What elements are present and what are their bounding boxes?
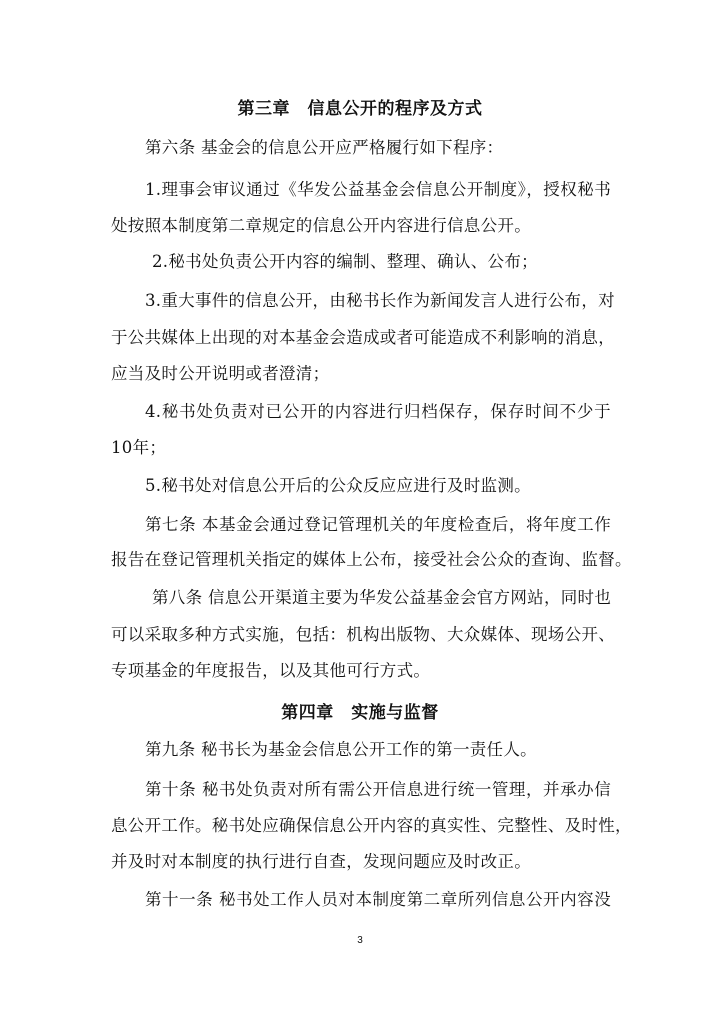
text-line: 专项基金的年度报告，以及其他可行方式。 bbox=[111, 661, 431, 680]
chapter-3-heading: 第三章 信息公开的程序及方式 bbox=[237, 99, 483, 119]
text-line: 第十一条 秘书处工作人员对本制度第二章所列信息公开内容没 bbox=[145, 890, 611, 909]
text-line: 3.重大事件的信息公开，由秘书长作为新闻发言人进行公布，对 bbox=[145, 291, 615, 310]
text-line: 10年； bbox=[111, 438, 167, 457]
text-line: 第八条 信息公开渠道主要为华发公益基金会官方网站，同时也 bbox=[152, 588, 612, 607]
text-line: 报告在登记管理机关指定的媒体上公布，接受社会公众的查询、监督。 bbox=[111, 550, 632, 569]
chapter-4-heading: 第四章 实施与监督 bbox=[281, 703, 439, 723]
text-line: 于公共媒体上出现的对本基金会造成或者可能造成不利影响的消息， bbox=[111, 328, 615, 347]
text-line: 第十条 秘书处负责对所有需公开信息进行统一管理，并承办信 bbox=[145, 780, 611, 799]
text-line: 2.秘书处负责公开内容的编制、整理、确认、公布； bbox=[152, 252, 538, 271]
text-line: 可以采取多种方式实施，包括：机构出版物、大众媒体、现场公开、 bbox=[111, 625, 615, 644]
text-line: 5.秘书处对信息公开后的公众反应应进行及时监测。 bbox=[145, 476, 531, 495]
text-line: 并及时对本制度的执行进行自查，发现问题应及时改正。 bbox=[111, 852, 531, 871]
text-line: 应当及时公开说明或者澄清； bbox=[111, 364, 330, 383]
text-line: 1.理事会审议通过《华发公益基金会信息公开制度》，授权秘书 bbox=[145, 180, 611, 199]
page-number: 3 bbox=[357, 935, 363, 946]
text-line: 第九条 秘书长为基金会信息公开工作的第一责任人。 bbox=[145, 740, 537, 759]
text-line: 处按照本制度第二章规定的信息公开内容进行信息公开。 bbox=[111, 216, 531, 235]
text-line: 第六条 基金会的信息公开应严格履行如下程序： bbox=[145, 138, 504, 157]
text-line: 4.秘书处负责对已公开的内容进行归档保存，保存时间不少于 bbox=[145, 402, 611, 421]
text-line: 息公开工作。秘书处应确保信息公开内容的真实性、完整性、及时性， bbox=[111, 816, 632, 835]
text-line: 第七条 本基金会通过登记管理机关的年度检查后，将年度工作 bbox=[145, 515, 611, 534]
